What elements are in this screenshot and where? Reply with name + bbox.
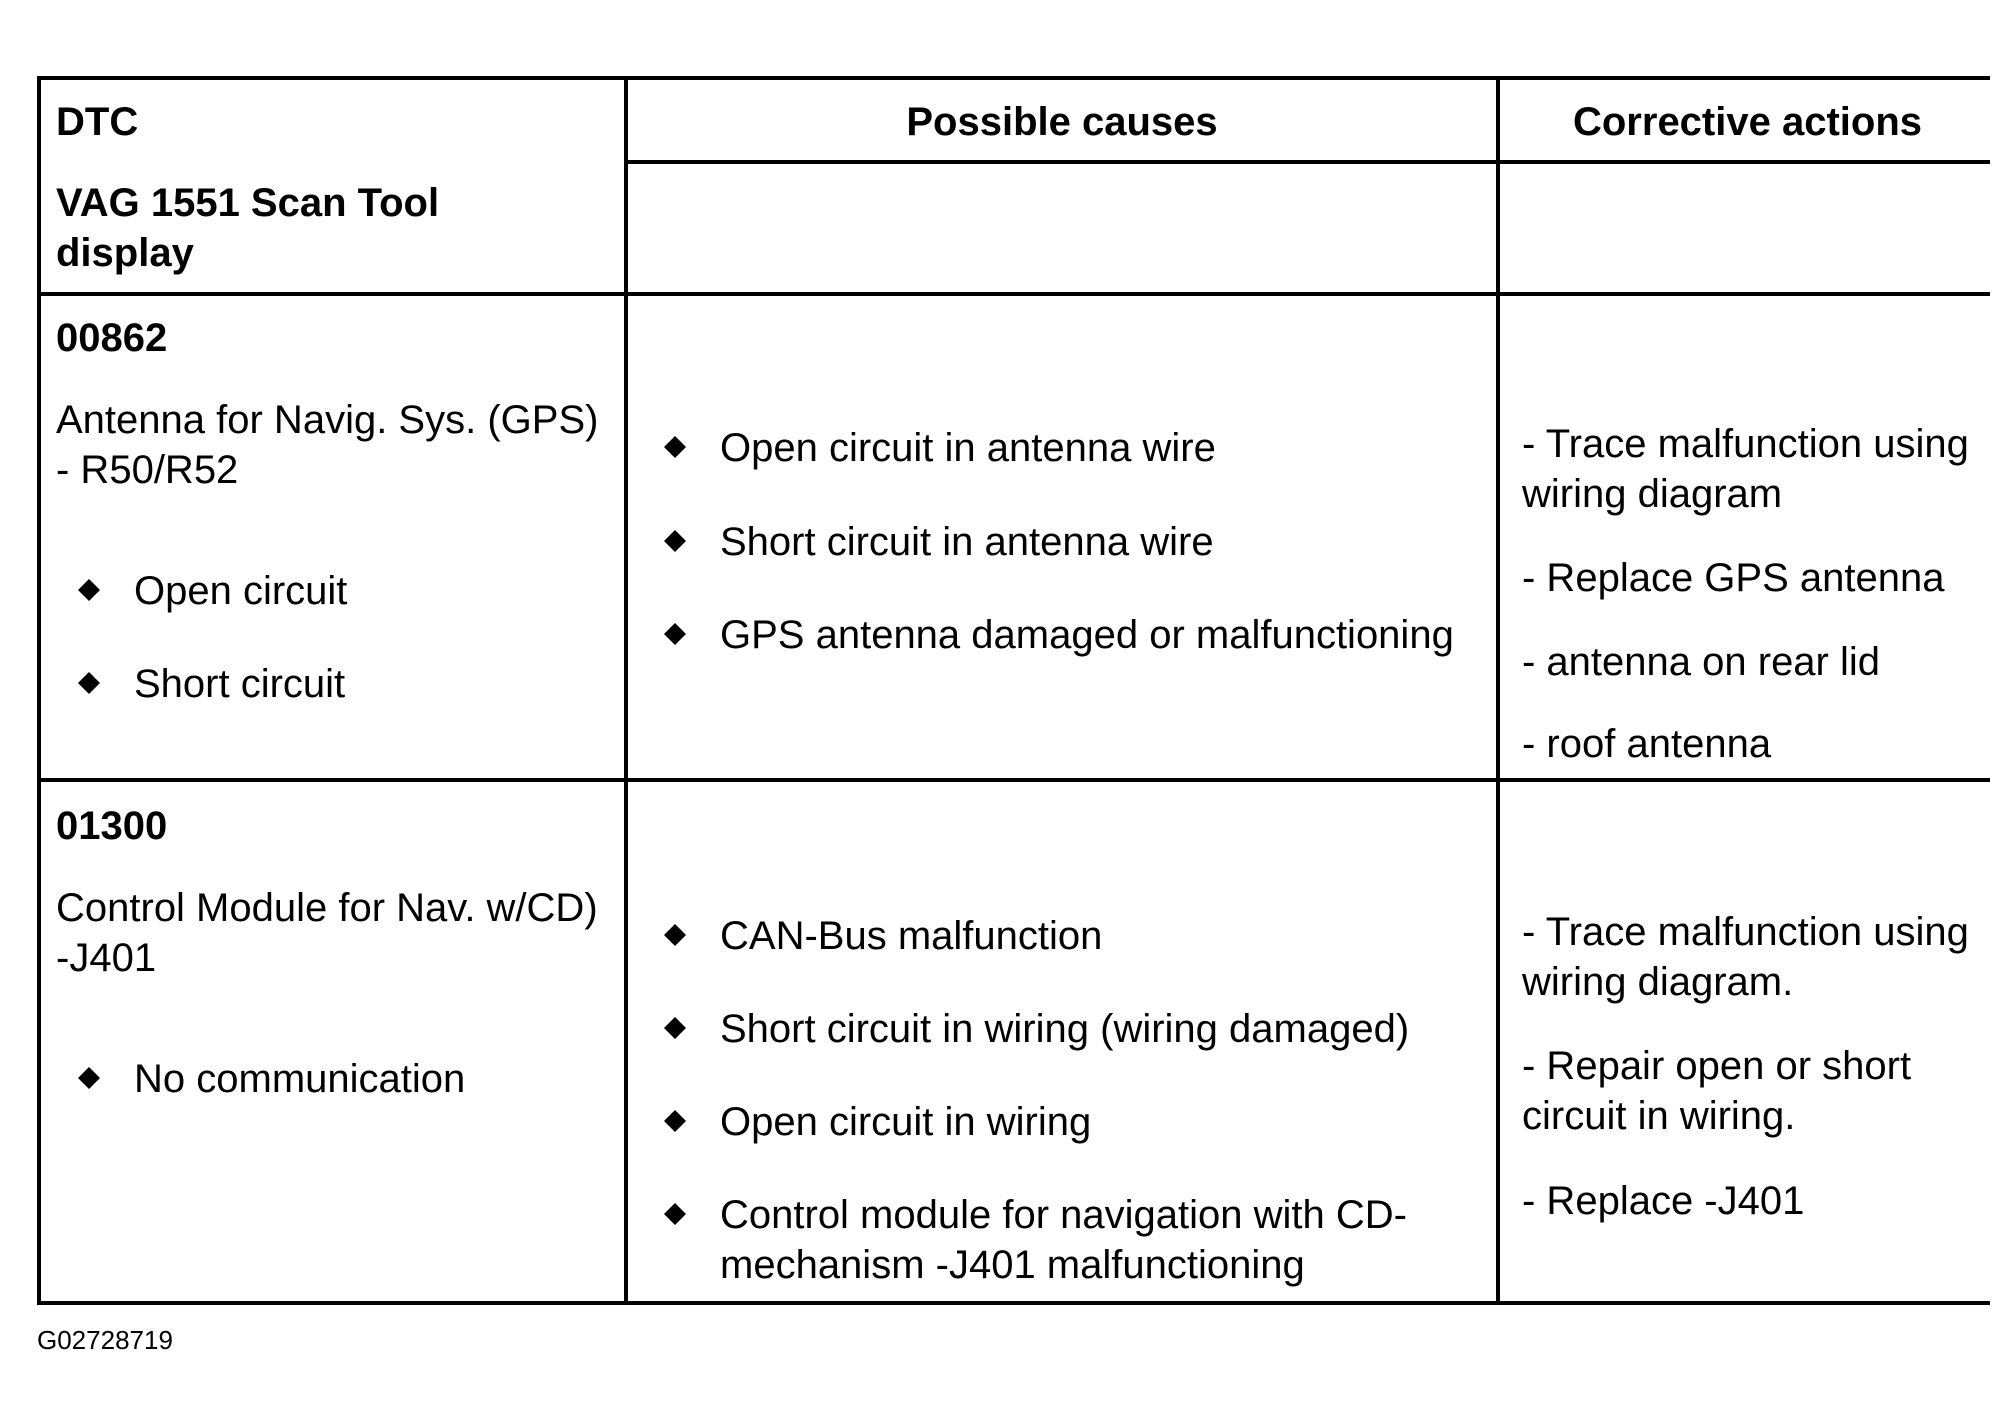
action-line: - Repair open or short (1522, 1044, 1912, 1088)
action-line: wiring diagram (1522, 472, 1783, 516)
diamond-bullet-icon (78, 672, 100, 694)
diamond-bullet-icon (664, 1017, 686, 1039)
dtc-description-line2: -J401 (56, 936, 157, 980)
cause-text: Open circuit in wiring (720, 1100, 1092, 1144)
header-corrective-actions: Corrective actions (1572, 100, 1923, 144)
header-dtc-label: DTC (56, 100, 139, 144)
diamond-bullet-icon (664, 924, 686, 946)
table-bottom-border (37, 1301, 1990, 1305)
dtc-description-line1: Antenna for Navig. Sys. (GPS) (56, 398, 599, 442)
cause-text-continuation: mechanism -J401 malfunctioning (720, 1243, 1305, 1287)
cause-text: Control module for navigation with CD- (720, 1193, 1407, 1237)
diamond-bullet-icon (78, 1067, 100, 1089)
cause-text: Short circuit in wiring (wiring damaged) (720, 1007, 1410, 1051)
column-divider-1 (624, 76, 628, 1305)
action-line: circuit in wiring. (1522, 1094, 1796, 1138)
table-left-border (37, 76, 41, 1305)
diamond-bullet-icon (664, 1203, 686, 1225)
symptom-text: Short circuit (134, 662, 346, 706)
dtc-description-line2: - R50/R52 (56, 448, 239, 492)
dtc-code: 01300 (56, 804, 168, 848)
header-subdivider (626, 160, 1990, 164)
cause-text: GPS antenna damaged or malfunctioning (720, 613, 1454, 657)
action-line: - Replace GPS antenna (1522, 556, 1945, 600)
symptom-text: No communication (134, 1057, 466, 1101)
header-possible-causes: Possible causes (906, 100, 1218, 144)
header-bottom-border (37, 292, 1990, 296)
dtc-code: 00862 (56, 316, 168, 360)
diamond-bullet-icon (664, 1110, 686, 1132)
symptom-text: Open circuit (134, 569, 348, 613)
figure-code: G02728719 (37, 1325, 173, 1355)
diamond-bullet-icon (664, 530, 686, 552)
cause-text: Open circuit in antenna wire (720, 426, 1216, 470)
cause-text: Short circuit in antenna wire (720, 520, 1214, 564)
header-display-label-line2: display (56, 231, 194, 275)
action-line: - roof antenna (1522, 722, 1772, 766)
row-divider (37, 778, 1990, 782)
action-line: - Trace malfunction using (1522, 422, 1969, 466)
table-top-border (37, 76, 1990, 80)
cause-text: CAN-Bus malfunction (720, 914, 1103, 958)
dtc-description-line1: Control Module for Nav. w/CD) (56, 886, 598, 930)
action-line: wiring diagram. (1522, 960, 1794, 1004)
action-line: - Replace -J401 (1522, 1179, 1805, 1223)
action-line: - antenna on rear lid (1522, 640, 1881, 684)
action-line: - Trace malfunction using (1522, 910, 1969, 954)
column-divider-2 (1496, 76, 1500, 1305)
diamond-bullet-icon (78, 579, 100, 601)
diamond-bullet-icon (664, 436, 686, 458)
header-display-label-line1: VAG 1551 Scan Tool (56, 181, 440, 225)
diamond-bullet-icon (664, 623, 686, 645)
